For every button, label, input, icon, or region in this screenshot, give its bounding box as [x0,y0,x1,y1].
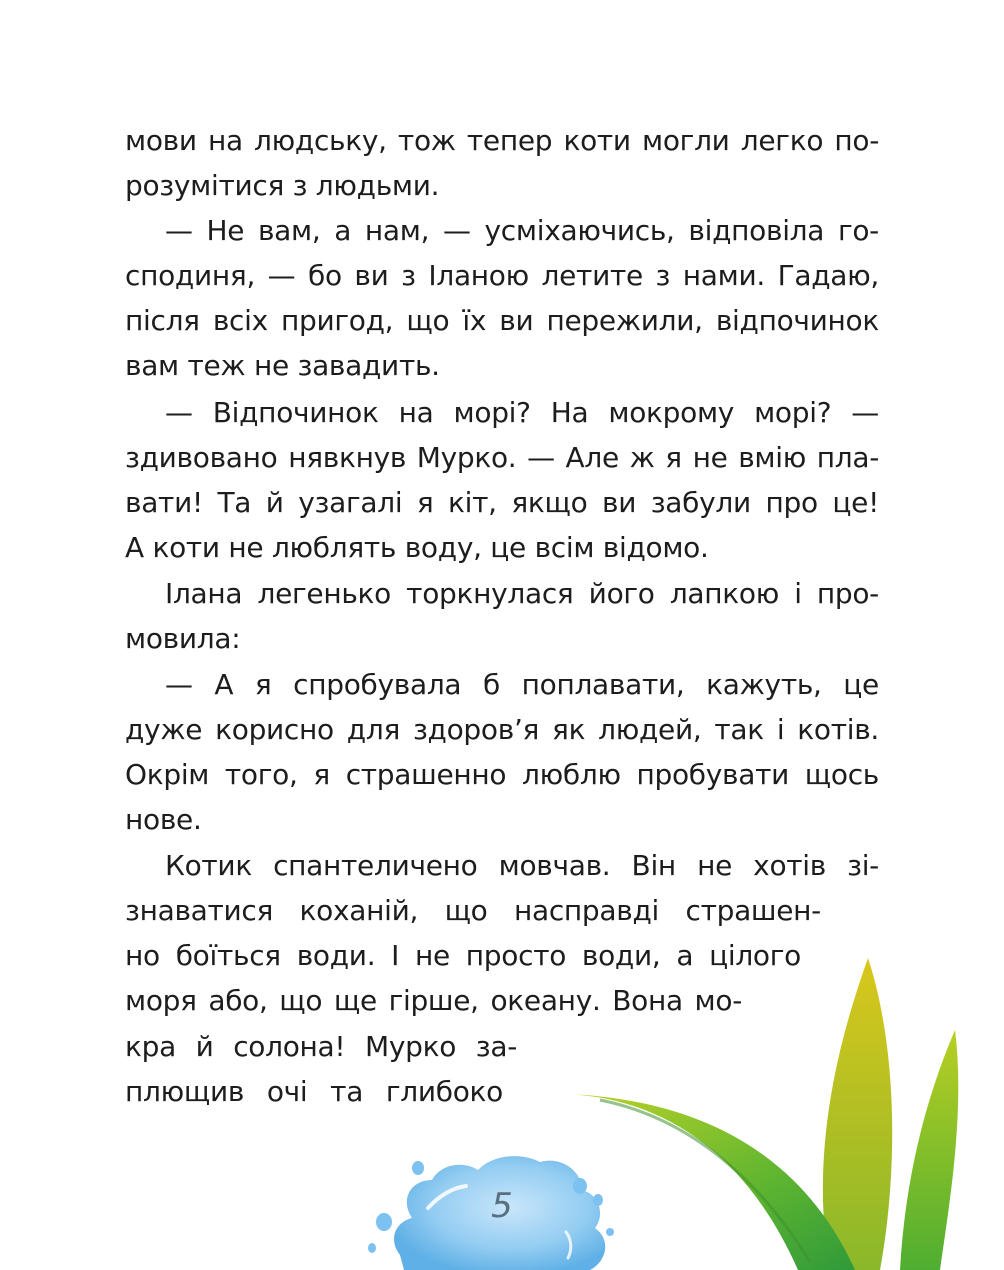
water-droplet [368,1243,376,1253]
text-line: здивовано нявкнув Мурко. — Але ж я не вмію пла- [125,441,879,474]
water-droplet [573,1178,587,1194]
text-line: розумітися з людьми. [125,169,440,202]
water-droplet [412,1161,424,1175]
grass-blade-right [900,1030,958,1270]
text-line: вати! Та й узагалі я кіт, якщо ви забули про це! [125,486,879,519]
text-line: плющив очі та глибоко [125,1075,503,1108]
text-line: — Не вам, а нам, — усміхаючись, відповіла го- [165,214,879,247]
text-line: дуже корисно для здоров’я як людей, так і котів. [125,713,879,746]
text-line: мови на людську, тож тепер коти могли легко по- [125,124,879,157]
text-line: Окрім того, я страшенно люблю пробувати щось [125,758,879,791]
grass-blade-tall [823,958,892,1270]
text-line: но боїться води. І не просто води, а цілого [125,939,801,972]
text-line: знаватися коханій, що насправді страшен- [125,894,821,927]
text-line: Ілана легенько торкнулася його лапкою і про- [165,577,879,610]
text-line: моря або, що ще гірше, океану. Вона мо- [125,984,742,1017]
water-droplet [376,1213,392,1231]
text-line: мовила: [125,622,241,655]
text-line: кра й солона! Мурко за- [125,1030,517,1063]
water-droplet [606,1228,614,1236]
text-line: А коти не люблять воду, це всім відомо. [125,531,709,564]
text-line: Котик спантеличено мовчав. Він не хотів зі- [165,849,879,882]
text-line: після всіх пригод, що їх ви пережили, відпочинок [125,304,879,337]
text-line: нове. [125,803,202,836]
text-line: — А я спробувала б поплавати, кажуть, це [165,668,879,701]
text-line: вам теж не завадить. [125,349,440,382]
page-number: 5 [491,1186,513,1226]
text-line: сподиня, — бо ви з Іланою летите з нами. Гадаю, [125,259,879,292]
grass-leaf-curved [566,1094,855,1270]
text-line: — Відпочинок на морі? На мокрому морі? — [165,396,879,429]
water-droplet [593,1194,603,1206]
